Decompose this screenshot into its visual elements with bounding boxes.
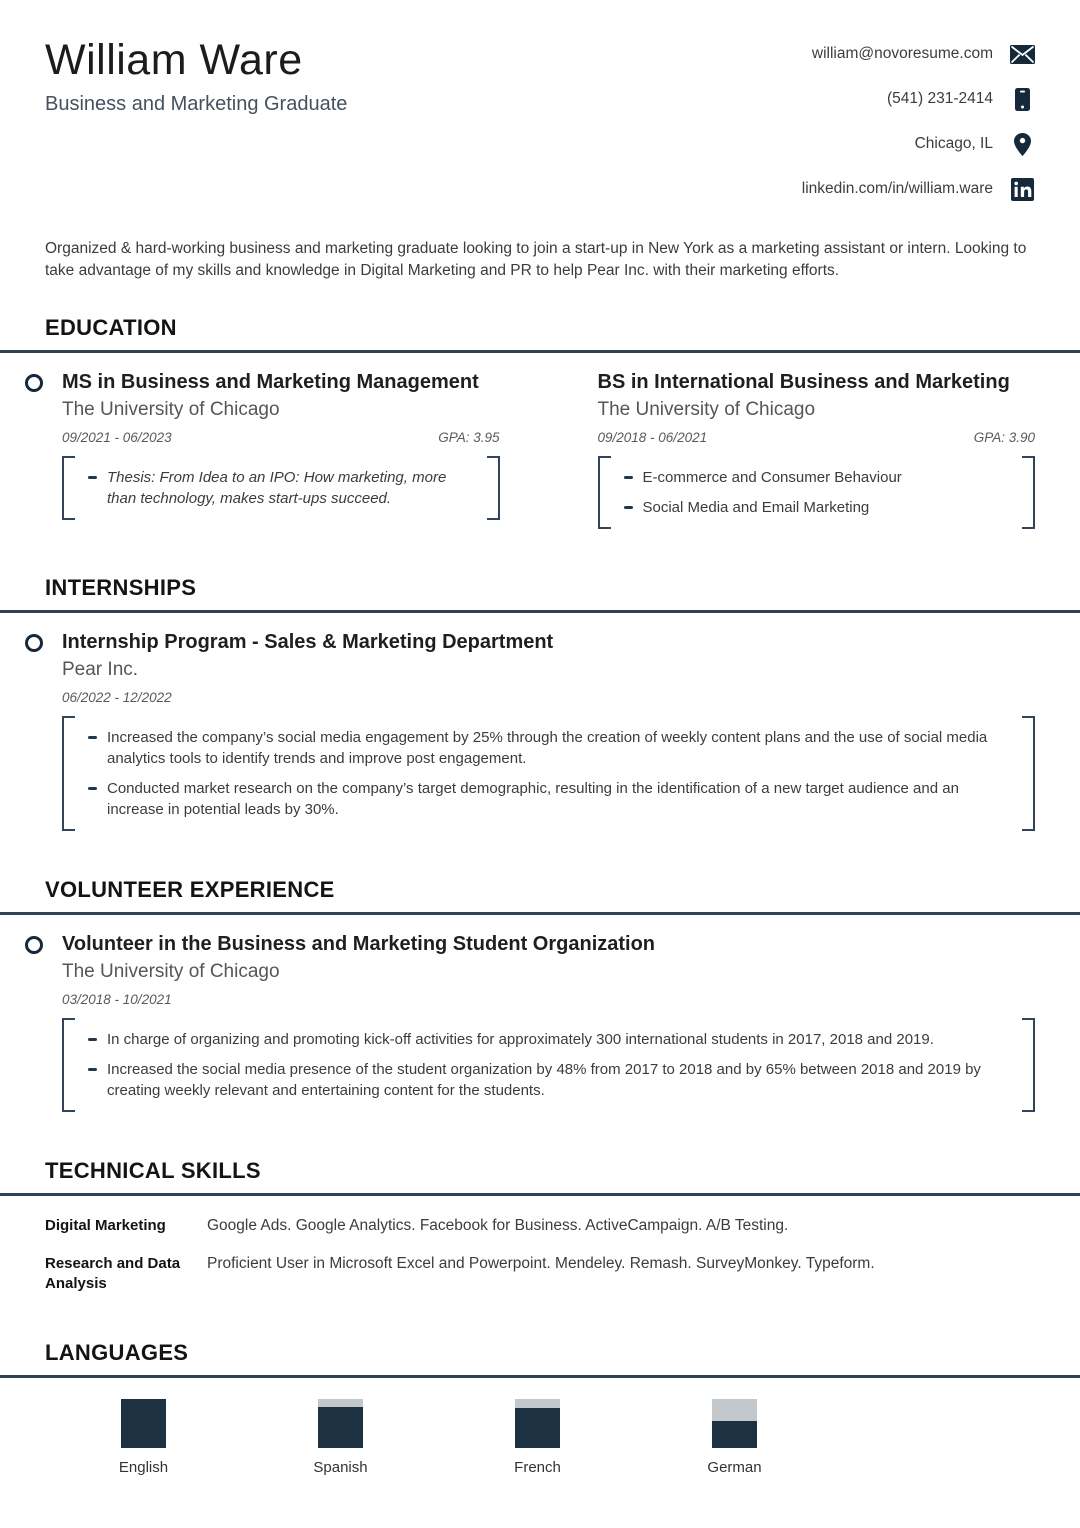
summary-text: Organized & hard-working business and marketing graduate looking to join a start-up in New York as a marketing assistant or intern. Looking to take advantage of my skills and knowledge in Digital Marketing and PR to help Pear Inc. with their marketing efforts. bbox=[45, 240, 1027, 279]
list-item bbox=[88, 467, 474, 509]
bullet-text: Social Media and Email Marketing bbox=[642, 499, 870, 516]
date-range: 06/2022 - 12/2022 bbox=[62, 690, 172, 705]
contact-email[interactable] bbox=[802, 42, 1035, 66]
volunteer-heading: VOLUNTEER EXPERIENCE bbox=[45, 877, 335, 902]
timeline-circle-icon bbox=[25, 936, 43, 954]
language-level-fill bbox=[515, 1408, 560, 1448]
language-item-english bbox=[45, 1399, 242, 1476]
education-entry-ms bbox=[62, 370, 500, 529]
section-education bbox=[0, 315, 1080, 529]
list-item bbox=[88, 1029, 1009, 1050]
date-range: 09/2021 - 06/2023 bbox=[62, 430, 172, 445]
dash-bullet-icon bbox=[88, 1038, 97, 1041]
date-range: 03/2018 - 10/2021 bbox=[62, 992, 172, 1007]
section-languages bbox=[0, 1340, 1080, 1476]
skill-category: Research and Data Analysis bbox=[45, 1255, 181, 1292]
role-title: Internship Program - Sales & Marketing Department bbox=[62, 631, 554, 653]
school-name: The University of Chicago bbox=[62, 399, 280, 420]
language-level-bar bbox=[121, 1399, 166, 1448]
bullet-text: In charge of organizing and promoting kick-off activities for approximately 300 international students in 2017, 2018 and 2019. bbox=[107, 1031, 934, 1048]
language-item-french bbox=[439, 1399, 636, 1476]
list-item bbox=[88, 1059, 1009, 1101]
language-name: English bbox=[118, 1459, 169, 1476]
linkedin-icon bbox=[1009, 177, 1035, 201]
language-list bbox=[45, 1395, 1035, 1476]
contact-linkedin[interactable] bbox=[802, 177, 1035, 201]
internship-entry bbox=[62, 630, 1035, 831]
skill-value: Google Ads. Google Analytics. Facebook for Business. ActiveCampaign. A/B Testing. bbox=[207, 1217, 789, 1234]
language-level-fill bbox=[121, 1399, 166, 1448]
dash-bullet-icon bbox=[88, 736, 97, 739]
dash-bullet-icon bbox=[88, 787, 97, 790]
language-name: Spanish bbox=[313, 1459, 368, 1476]
language-level-bar bbox=[515, 1399, 560, 1448]
bullet-list bbox=[62, 1018, 1035, 1112]
skills-table bbox=[45, 1213, 1035, 1294]
list-item bbox=[88, 778, 1009, 820]
person-job-title: Business and Marketing Graduate bbox=[45, 93, 348, 115]
contact-phone bbox=[802, 87, 1035, 111]
phone-icon bbox=[1009, 87, 1035, 111]
language-name: German bbox=[707, 1459, 762, 1476]
bullet-list bbox=[62, 456, 500, 520]
bullet-list bbox=[62, 716, 1035, 831]
bullet-text: Conducted market research on the company’s target demographic, resulting in the identification of a new target audience and an increase in potential leads by 30%. bbox=[107, 780, 959, 818]
language-level-bar bbox=[712, 1399, 757, 1448]
header bbox=[0, 0, 1080, 201]
section-technical-skills bbox=[0, 1158, 1080, 1294]
skill-value: Proficient User in Microsoft Excel and Powerpoint. Mendeley. Remash. SurveyMonkey. Typeform. bbox=[207, 1255, 875, 1272]
bullet-text: Increased the company’s social media engagement by 25% through the creation of weekly content plans and the use of social media analytics tools to identify trends and improve post engagement. bbox=[107, 729, 988, 767]
gpa-value: GPA: 3.95 bbox=[438, 430, 500, 445]
languages-heading: LANGUAGES bbox=[45, 1340, 189, 1365]
skill-category: Digital Marketing bbox=[45, 1217, 166, 1234]
list-item bbox=[624, 497, 1010, 518]
technical-skills-heading: TECHNICAL SKILLS bbox=[45, 1158, 261, 1183]
dash-bullet-icon bbox=[88, 1068, 97, 1071]
contact-location bbox=[802, 132, 1035, 156]
section-internships bbox=[0, 575, 1080, 831]
education-entry-bs bbox=[598, 370, 1036, 529]
email-icon bbox=[1009, 42, 1035, 66]
gpa-value: GPA: 3.90 bbox=[973, 430, 1035, 445]
organization-name: The University of Chicago bbox=[62, 961, 280, 982]
bullet-text: Thesis: From Idea to an IPO: How marketing, more than technology, makes start-ups succeed. bbox=[107, 469, 447, 507]
bullet-text: Increased the social media presence of the student organization by 48% from 2017 to 2018 and by 65% between 2018 and 2019 by creating weekly relevant and entertaining content for the students. bbox=[107, 1061, 981, 1099]
section-volunteer bbox=[0, 877, 1080, 1112]
language-level-bar bbox=[318, 1399, 363, 1448]
school-name: The University of Chicago bbox=[597, 399, 816, 420]
internships-heading: INTERNSHIPS bbox=[45, 575, 197, 600]
list-item bbox=[624, 467, 1010, 488]
date-range: 09/2018 - 06/2021 bbox=[597, 430, 708, 445]
contact-linkedin-text[interactable]: linkedin.com/in/william.ware bbox=[801, 180, 993, 197]
education-heading: EDUCATION bbox=[45, 315, 177, 340]
bullet-text: E-commerce and Consumer Behaviour bbox=[642, 469, 902, 486]
person-name: William Ware bbox=[45, 36, 303, 84]
contact-location-text: Chicago, IL bbox=[914, 135, 993, 152]
contact-list bbox=[802, 42, 1035, 201]
location-icon bbox=[1009, 132, 1035, 156]
dash-bullet-icon bbox=[624, 506, 633, 509]
bullet-list bbox=[598, 456, 1036, 529]
identity bbox=[45, 36, 347, 201]
role-title: Volunteer in the Business and Marketing Student Organization bbox=[62, 933, 656, 955]
dash-bullet-icon bbox=[624, 476, 633, 479]
list-item bbox=[88, 727, 1009, 769]
contact-phone-text: (541) 231-2414 bbox=[887, 90, 993, 107]
volunteer-entry bbox=[62, 932, 1035, 1112]
contact-email-text[interactable]: william@novoresume.com bbox=[811, 45, 993, 62]
language-item-german bbox=[636, 1399, 833, 1476]
timeline-circle-icon bbox=[25, 374, 43, 392]
timeline-circle-icon bbox=[25, 634, 43, 652]
language-item-spanish bbox=[242, 1399, 439, 1476]
company-name: Pear Inc. bbox=[62, 659, 139, 680]
language-level-fill bbox=[712, 1421, 757, 1448]
language-level-fill bbox=[318, 1407, 363, 1448]
language-name: French bbox=[514, 1459, 561, 1476]
degree-title: BS in International Business and Marketing bbox=[597, 371, 1010, 393]
dash-bullet-icon bbox=[88, 476, 97, 479]
degree-title: MS in Business and Marketing Management bbox=[62, 371, 479, 393]
